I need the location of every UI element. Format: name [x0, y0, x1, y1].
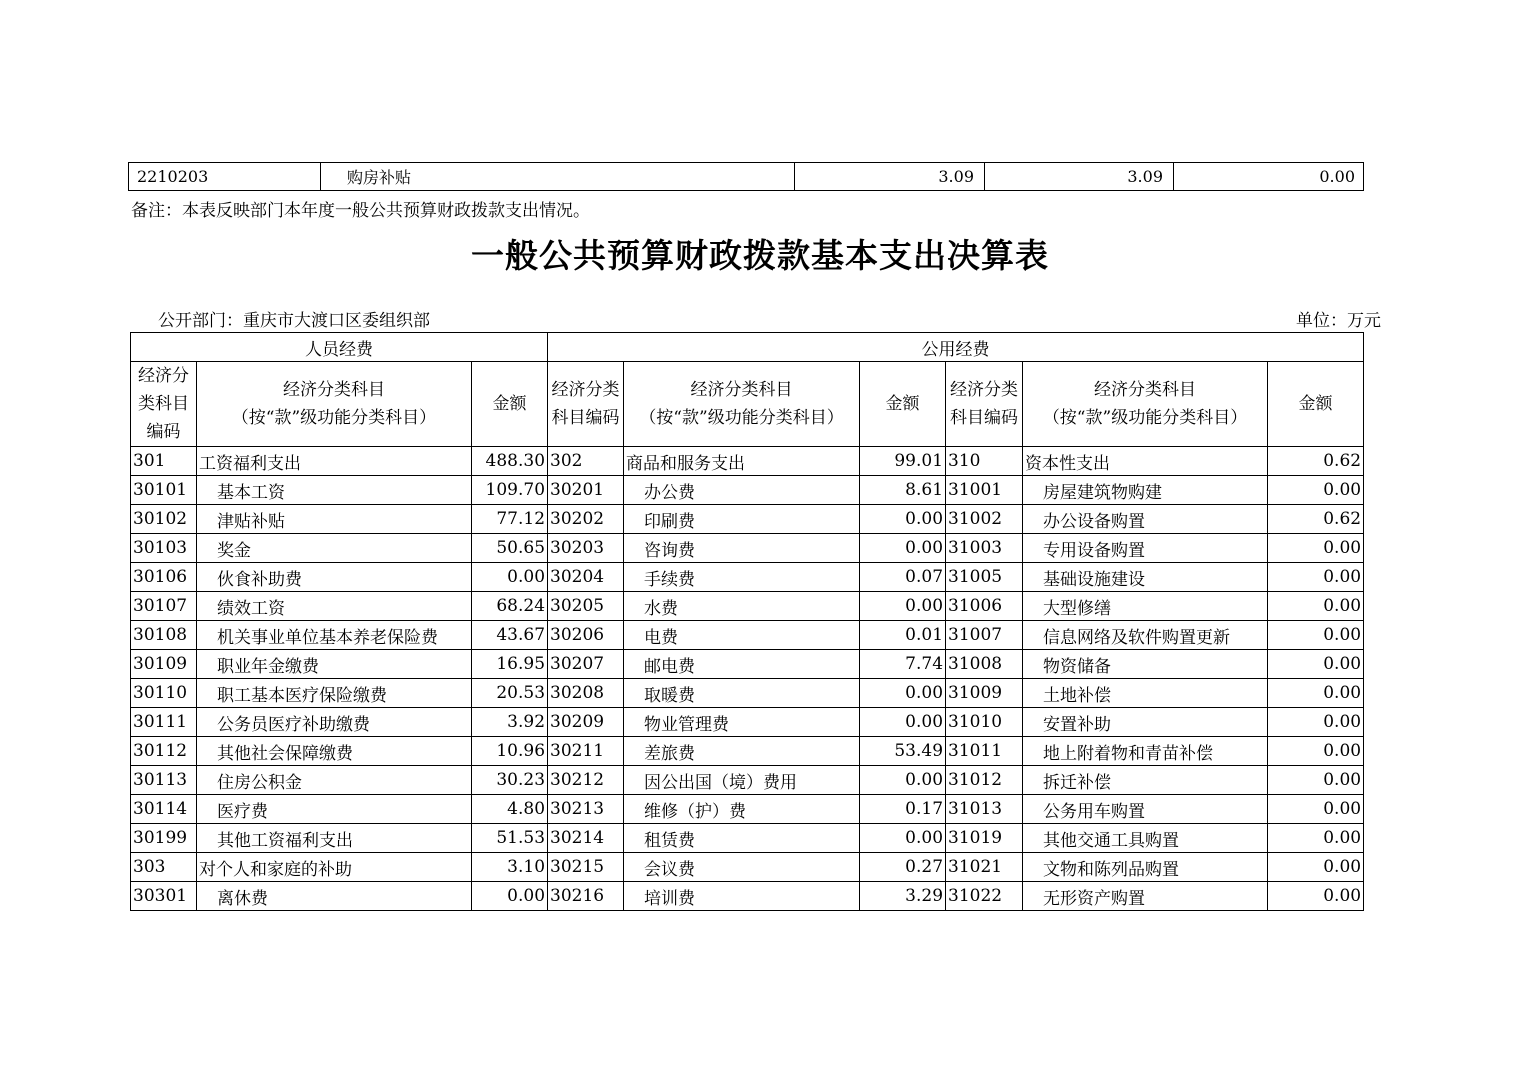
personnel-item: 其他社会保障缴费	[197, 737, 472, 766]
expenditure-table	[130, 332, 1364, 911]
personnel-item: 津贴补贴	[197, 505, 472, 534]
public-code: 30213	[548, 795, 624, 824]
personnel-amount: 68.24	[472, 592, 548, 621]
capital-amount: 0.00	[1268, 708, 1364, 737]
personnel-code: 30109	[131, 650, 197, 679]
personnel-amount: 3.92	[472, 708, 548, 737]
amount-header: 金额	[1268, 362, 1364, 447]
group-header-row	[131, 333, 1364, 362]
capital-amount: 0.00	[1268, 766, 1364, 795]
table-row	[131, 534, 1364, 563]
capital-amount: 0.00	[1268, 882, 1364, 911]
public-item: 印刷费	[624, 505, 860, 534]
public-item: 物业管理费	[624, 708, 860, 737]
public-amount: 7.74	[860, 650, 946, 679]
table-row	[131, 476, 1364, 505]
personnel-amount: 488.30	[472, 447, 548, 476]
table-note: 备注：本表反映部门本年度一般公共预算财政拨款支出情况。	[131, 201, 590, 221]
personnel-code: 30102	[131, 505, 197, 534]
public-item: 商品和服务支出	[624, 447, 860, 476]
capital-code: 31012	[946, 766, 1023, 795]
public-code: 30206	[548, 621, 624, 650]
public-item: 维修（护）费	[624, 795, 860, 824]
item-header	[197, 362, 472, 447]
personnel-item: 对个人和家庭的补助	[197, 853, 472, 882]
table-row	[131, 621, 1364, 650]
capital-item: 办公设备购置	[1023, 505, 1268, 534]
code-header: 经济分类科目编码	[946, 362, 1023, 447]
capital-code: 310	[946, 447, 1023, 476]
capital-item: 拆迁补偿	[1023, 766, 1268, 795]
personnel-code: 301	[131, 447, 197, 476]
personnel-item: 工资福利支出	[197, 447, 472, 476]
public-amount: 0.07	[860, 563, 946, 592]
public-item: 租赁费	[624, 824, 860, 853]
item-header-line2: （按“款”级功能分类科目）	[231, 408, 437, 428]
personnel-item: 医疗费	[197, 795, 472, 824]
item-header-line1: 经济分类科目	[283, 380, 385, 400]
personnel-code: 30101	[131, 476, 197, 505]
personnel-code: 30112	[131, 737, 197, 766]
capital-code: 31009	[946, 679, 1023, 708]
public-amount: 0.00	[860, 679, 946, 708]
item-header-line2: （按“款”级功能分类科目）	[1042, 408, 1248, 428]
public-item: 邮电费	[624, 650, 860, 679]
public-amount: 0.27	[860, 853, 946, 882]
personnel-item: 基本工资	[197, 476, 472, 505]
capital-item: 无形资产购置	[1023, 882, 1268, 911]
capital-amount: 0.00	[1268, 563, 1364, 592]
table-row	[131, 853, 1364, 882]
table-row	[129, 163, 1364, 191]
public-item: 电费	[624, 621, 860, 650]
public-amount: 0.00	[860, 505, 946, 534]
capital-code: 31010	[946, 708, 1023, 737]
capital-amount: 0.00	[1268, 650, 1364, 679]
table-body	[131, 447, 1364, 911]
public-code: 30211	[548, 737, 624, 766]
public-amount: 0.01	[860, 621, 946, 650]
capital-item: 信息网络及软件购置更新	[1023, 621, 1268, 650]
public-header: 公用经费	[548, 333, 1364, 362]
personnel-item: 绩效工资	[197, 592, 472, 621]
item-header-line1: 经济分类科目	[690, 380, 793, 400]
amount-header: 金额	[472, 362, 548, 447]
item-header-line2: （按“款”级功能分类科目）	[639, 408, 844, 428]
personnel-item: 职工基本医疗保险缴费	[197, 679, 472, 708]
item-header-line1: 经济分类科目	[1094, 380, 1197, 400]
personnel-code: 30111	[131, 708, 197, 737]
personnel-code: 30107	[131, 592, 197, 621]
prev-name: 购房补贴	[321, 163, 795, 191]
capital-item: 公务用车购置	[1023, 795, 1268, 824]
personnel-amount: 109.70	[472, 476, 548, 505]
prev-value-1: 3.09	[795, 163, 985, 191]
public-item: 咨询费	[624, 534, 860, 563]
public-code: 30209	[548, 708, 624, 737]
public-item: 取暖费	[624, 679, 860, 708]
personnel-amount: 30.23	[472, 766, 548, 795]
capital-amount: 0.00	[1268, 853, 1364, 882]
capital-code: 31007	[946, 621, 1023, 650]
public-code: 302	[548, 447, 624, 476]
capital-code: 31001	[946, 476, 1023, 505]
prev-value-2: 3.09	[985, 163, 1174, 191]
personnel-code: 30108	[131, 621, 197, 650]
personnel-code: 303	[131, 853, 197, 882]
prev-value-3: 0.00	[1174, 163, 1364, 191]
public-item: 水费	[624, 592, 860, 621]
public-amount: 99.01	[860, 447, 946, 476]
personnel-amount: 10.96	[472, 737, 548, 766]
public-code: 30205	[548, 592, 624, 621]
table-row	[131, 824, 1364, 853]
public-item: 因公出国（境）费用	[624, 766, 860, 795]
previous-table-fragment	[128, 162, 1364, 191]
public-code: 30203	[548, 534, 624, 563]
public-item: 差旅费	[624, 737, 860, 766]
capital-amount: 0.00	[1268, 737, 1364, 766]
personnel-amount: 4.80	[472, 795, 548, 824]
capital-code: 31006	[946, 592, 1023, 621]
capital-item: 基础设施建设	[1023, 563, 1268, 592]
capital-amount: 0.00	[1268, 795, 1364, 824]
capital-item: 土地补偿	[1023, 679, 1268, 708]
unit-label: 单位：万元	[1296, 311, 1381, 331]
table-row	[131, 650, 1364, 679]
capital-amount: 0.00	[1268, 621, 1364, 650]
department-label: 公开部门：重庆市大渡口区委组织部	[158, 311, 430, 331]
capital-item: 地上附着物和青苗补偿	[1023, 737, 1268, 766]
table-row	[131, 505, 1364, 534]
public-item: 会议费	[624, 853, 860, 882]
public-code: 30201	[548, 476, 624, 505]
personnel-item: 公务员医疗补助缴费	[197, 708, 472, 737]
personnel-item: 住房公积金	[197, 766, 472, 795]
capital-item: 安置补助	[1023, 708, 1268, 737]
personnel-amount: 3.10	[472, 853, 548, 882]
capital-item: 专用设备购置	[1023, 534, 1268, 563]
personnel-item: 离休费	[197, 882, 472, 911]
capital-amount: 0.00	[1268, 534, 1364, 563]
personnel-code: 30110	[131, 679, 197, 708]
personnel-code: 30103	[131, 534, 197, 563]
table-row	[131, 737, 1364, 766]
public-code: 30202	[548, 505, 624, 534]
public-code: 30207	[548, 650, 624, 679]
public-code: 30215	[548, 853, 624, 882]
public-amount: 8.61	[860, 476, 946, 505]
personnel-code: 30301	[131, 882, 197, 911]
public-amount: 0.00	[860, 534, 946, 563]
capital-amount: 0.62	[1268, 505, 1364, 534]
capital-code: 31008	[946, 650, 1023, 679]
amount-header: 金额	[860, 362, 946, 447]
capital-amount: 0.00	[1268, 824, 1364, 853]
table-row	[131, 563, 1364, 592]
capital-item: 房屋建筑物购建	[1023, 476, 1268, 505]
public-code: 30216	[548, 882, 624, 911]
public-item: 办公费	[624, 476, 860, 505]
personnel-amount: 51.53	[472, 824, 548, 853]
personnel-header: 人员经费	[131, 333, 548, 362]
public-code: 30212	[548, 766, 624, 795]
public-amount: 0.00	[860, 766, 946, 795]
capital-amount: 0.00	[1268, 476, 1364, 505]
capital-item: 大型修缮	[1023, 592, 1268, 621]
personnel-amount: 77.12	[472, 505, 548, 534]
item-header	[1023, 362, 1268, 447]
personnel-amount: 43.67	[472, 621, 548, 650]
personnel-item: 奖金	[197, 534, 472, 563]
public-code: 30208	[548, 679, 624, 708]
public-code: 30204	[548, 563, 624, 592]
personnel-code: 30199	[131, 824, 197, 853]
table-row	[131, 708, 1364, 737]
capital-item: 物资储备	[1023, 650, 1268, 679]
public-amount: 0.00	[860, 592, 946, 621]
table-row	[131, 679, 1364, 708]
table-row	[131, 882, 1364, 911]
personnel-amount: 20.53	[472, 679, 548, 708]
personnel-amount: 50.65	[472, 534, 548, 563]
personnel-amount: 0.00	[472, 882, 548, 911]
personnel-amount: 16.95	[472, 650, 548, 679]
capital-code: 31002	[946, 505, 1023, 534]
personnel-code: 30113	[131, 766, 197, 795]
capital-code: 31013	[946, 795, 1023, 824]
public-item: 培训费	[624, 882, 860, 911]
code-header: 经济分类科目编码	[548, 362, 624, 447]
column-header-row	[131, 362, 1364, 447]
public-amount: 3.29	[860, 882, 946, 911]
personnel-item: 伙食补助费	[197, 563, 472, 592]
personnel-amount: 0.00	[472, 563, 548, 592]
capital-amount: 0.62	[1268, 447, 1364, 476]
capital-code: 31005	[946, 563, 1023, 592]
table-row	[131, 766, 1364, 795]
public-amount: 0.17	[860, 795, 946, 824]
personnel-item: 机关事业单位基本养老保险费	[197, 621, 472, 650]
personnel-item: 职业年金缴费	[197, 650, 472, 679]
capital-amount: 0.00	[1268, 679, 1364, 708]
table-row	[131, 592, 1364, 621]
capital-item: 其他交通工具购置	[1023, 824, 1268, 853]
capital-code: 31022	[946, 882, 1023, 911]
capital-amount: 0.00	[1268, 592, 1364, 621]
personnel-item: 其他工资福利支出	[197, 824, 472, 853]
public-amount: 53.49	[860, 737, 946, 766]
public-amount: 0.00	[860, 824, 946, 853]
capital-code: 31003	[946, 534, 1023, 563]
page-title: 一般公共预算财政拨款基本支出决算表	[471, 236, 1049, 275]
public-code: 30214	[548, 824, 624, 853]
table-row	[131, 795, 1364, 824]
capital-item: 资本性支出	[1023, 447, 1268, 476]
public-amount: 0.00	[860, 708, 946, 737]
table-row	[131, 447, 1364, 476]
personnel-code: 30114	[131, 795, 197, 824]
capital-code: 31019	[946, 824, 1023, 853]
capital-item: 文物和陈列品购置	[1023, 853, 1268, 882]
prev-code: 2210203	[129, 163, 321, 191]
item-header	[624, 362, 860, 447]
capital-code: 31021	[946, 853, 1023, 882]
personnel-code: 30106	[131, 563, 197, 592]
capital-code: 31011	[946, 737, 1023, 766]
code-header: 经济分类科目编码	[131, 362, 197, 447]
public-item: 手续费	[624, 563, 860, 592]
